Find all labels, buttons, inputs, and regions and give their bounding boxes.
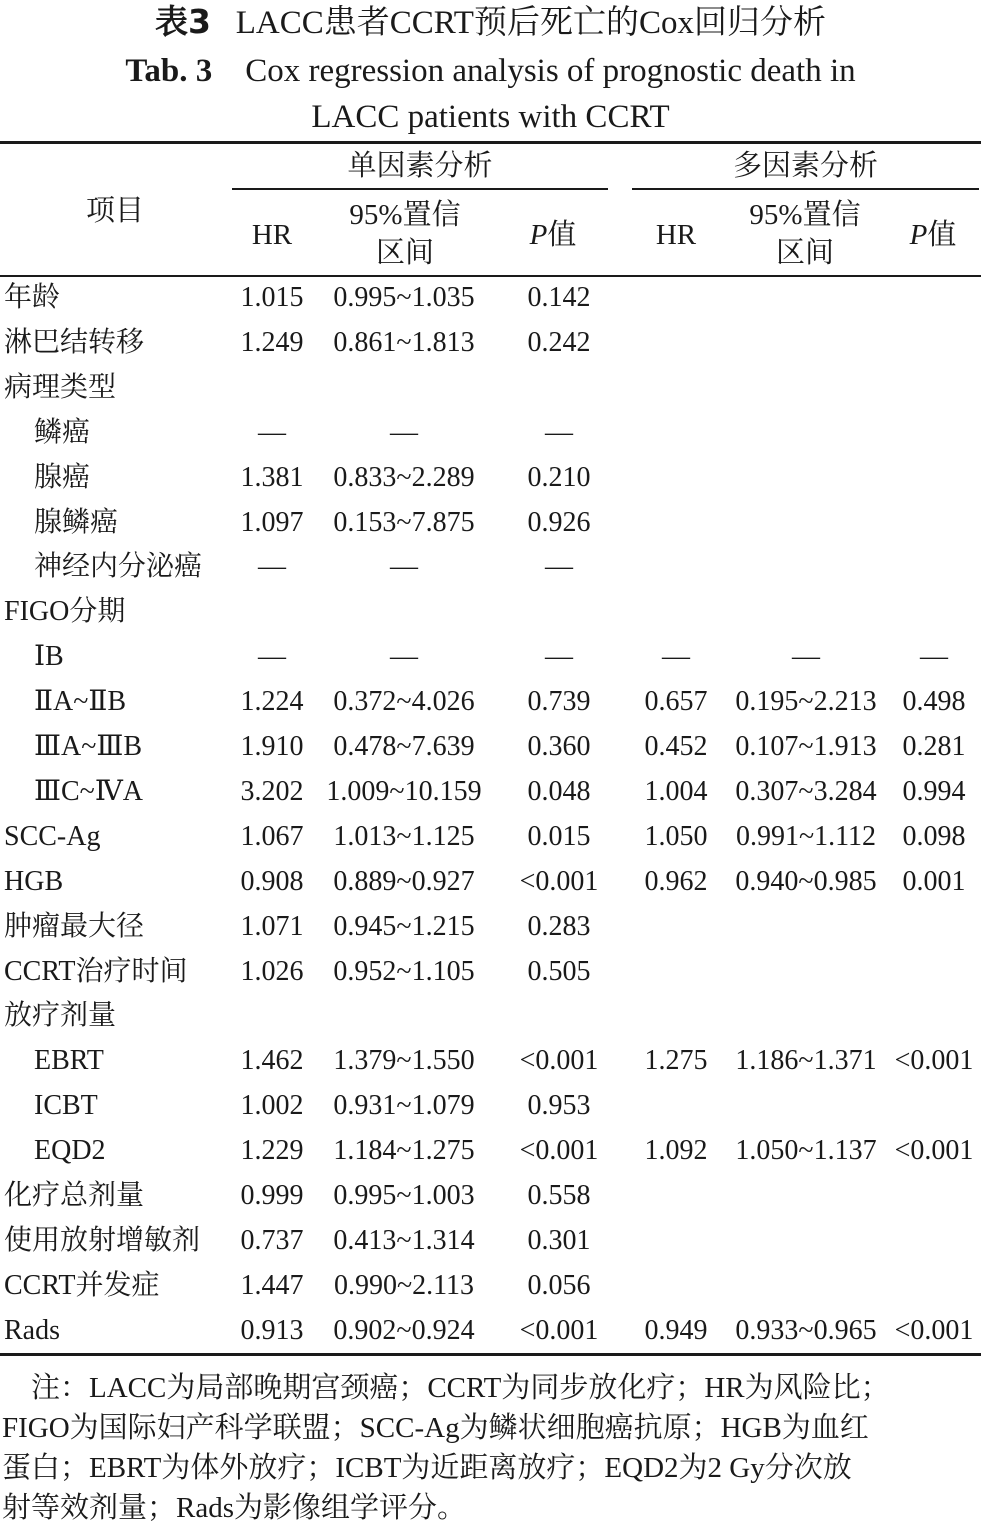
cell-multivariate-ci: 0.991~1.112 — [735, 820, 877, 852]
cell-multivariate-hr: — — [662, 641, 690, 673]
cell-multivariate-ci: 0.107~1.913 — [735, 731, 877, 762]
row-label: ICBT — [34, 1090, 98, 1122]
header-multivariate-ci-line1: 95%置信 — [749, 199, 861, 231]
table-title-english — [0, 48, 981, 140]
cell-univariate-p: 0.142 — [527, 282, 591, 313]
cell-multivariate-p: 0.498 — [902, 686, 966, 718]
univariate-group-rule — [232, 188, 608, 190]
cell-univariate-hr: 1.462 — [240, 1045, 304, 1077]
cell-multivariate-ci: 1.050~1.137 — [735, 1135, 877, 1167]
cell-multivariate-p: <0.001 — [894, 1314, 974, 1346]
row-label: CCRT并发症 — [4, 1269, 160, 1301]
cell-univariate-hr: 0.737 — [240, 1224, 304, 1256]
row-label: EQD2 — [34, 1135, 106, 1167]
cell-univariate-hr: 1.224 — [240, 686, 304, 718]
table-title-chinese — [0, 2, 981, 43]
cell-univariate-ci: 0.952~1.105 — [333, 955, 475, 987]
cell-univariate-ci: 0.931~1.079 — [333, 1090, 475, 1122]
header-multivariate: 多因素分析 — [732, 150, 878, 182]
cell-univariate-hr: 0.908 — [240, 865, 304, 897]
cell-univariate-ci: 0.889~0.927 — [333, 865, 475, 897]
cell-univariate-ci: 0.990~2.113 — [333, 1269, 475, 1301]
cell-univariate-p: 0.301 — [527, 1224, 591, 1256]
cell-univariate-ci: — — [390, 416, 418, 448]
header-item: 项目 — [85, 195, 144, 227]
cell-univariate-p: 0.505 — [527, 955, 591, 987]
row-label: SCC-Ag — [4, 820, 101, 852]
cell-univariate-ci: 1.379~1.550 — [333, 1045, 475, 1077]
header-univariate-hr: HR — [251, 219, 293, 251]
cell-univariate-p: — — [545, 416, 573, 448]
cell-univariate-hr: 1.447 — [240, 1269, 304, 1301]
cell-univariate-p: — — [545, 551, 573, 583]
header-multivariate-p — [888, 218, 978, 252]
multivariate-group-rule — [632, 188, 979, 190]
row-label: EBRT — [34, 1045, 104, 1077]
cell-multivariate-p: — — [920, 641, 948, 673]
p-italic: P — [529, 219, 548, 251]
cell-multivariate-hr: 1.275 — [644, 1045, 708, 1077]
header-bottom-rule — [0, 275, 981, 277]
cell-univariate-hr: 1.097 — [240, 506, 304, 538]
cell-univariate-ci: 0.995~1.003 — [333, 1180, 475, 1211]
cell-univariate-ci: 0.153~7.875 — [333, 506, 475, 538]
cell-multivariate-ci: 0.940~0.985 — [735, 865, 877, 897]
cell-univariate-ci: 0.413~1.314 — [333, 1224, 475, 1256]
row-label: 腺癌 — [34, 461, 91, 493]
cell-multivariate-hr: 1.004 — [644, 775, 708, 807]
cell-univariate-hr: 1.002 — [240, 1090, 304, 1122]
row-label: 神经内分泌癌 — [34, 551, 203, 583]
table-title-en-line1: Cox regression analysis of prognostic death in — [245, 53, 856, 89]
cell-univariate-hr: 0.913 — [240, 1314, 304, 1346]
cell-multivariate-hr: 0.657 — [644, 686, 708, 718]
cell-univariate-p: 0.283 — [527, 910, 591, 942]
cell-multivariate-hr: 0.962 — [644, 865, 708, 897]
cell-univariate-ci: 0.372~4.026 — [333, 686, 475, 718]
cell-multivariate-p: 0.001 — [902, 865, 966, 897]
cell-univariate-ci: — — [390, 641, 418, 673]
table-title-en-line2: LACC patients with CCRT — [311, 99, 670, 135]
cell-multivariate-p: <0.001 — [894, 1045, 974, 1077]
cell-multivariate-ci: 0.307~3.284 — [735, 775, 877, 807]
cell-univariate-p: — — [545, 641, 573, 673]
cell-univariate-ci: 0.861~1.813 — [333, 326, 475, 358]
note-line-1: 注：LACC为局部晚期宫颈癌；CCRT为同步放化疗；HR为风险比； — [2, 1372, 890, 1404]
cell-multivariate-p: 0.994 — [902, 775, 966, 807]
header-univariate: 单因素分析 — [347, 150, 493, 182]
cell-multivariate-hr: 0.949 — [644, 1314, 708, 1346]
header-univariate-ci-line1: 95%置信 — [349, 199, 461, 231]
cell-univariate-p: 0.210 — [527, 461, 591, 493]
cell-multivariate-p: 0.281 — [902, 731, 966, 762]
header-multivariate-hr: HR — [655, 219, 697, 251]
row-label: 腺鳞癌 — [34, 506, 119, 538]
cell-univariate-p: <0.001 — [519, 1045, 599, 1077]
cell-univariate-hr: — — [258, 551, 286, 583]
row-label: 淋巴结转移 — [4, 326, 145, 358]
row-label: ⅠB — [34, 641, 64, 673]
cell-univariate-ci: 1.009~10.159 — [326, 775, 482, 807]
cell-multivariate-ci: — — [792, 641, 820, 673]
cell-univariate-p: 0.242 — [527, 326, 591, 358]
cell-multivariate-p: <0.001 — [894, 1135, 974, 1167]
p-italic: P — [909, 219, 928, 251]
cell-univariate-hr: 1.067 — [240, 820, 304, 852]
cell-univariate-p: <0.001 — [519, 865, 599, 897]
cell-univariate-ci: 0.902~0.924 — [333, 1314, 475, 1346]
row-label: Rads — [4, 1314, 60, 1346]
header-univariate-p — [508, 218, 598, 252]
cell-univariate-ci: 1.184~1.275 — [333, 1135, 475, 1167]
row-label: 病理类型 — [4, 371, 117, 403]
p-suffix: 值 — [547, 219, 577, 251]
cell-univariate-p: 0.360 — [527, 731, 591, 762]
cell-univariate-p: 0.558 — [527, 1180, 591, 1211]
cell-univariate-hr: 1.249 — [240, 326, 304, 358]
cell-univariate-hr: 1.381 — [240, 461, 304, 493]
cell-univariate-p: 0.926 — [527, 506, 591, 538]
cell-multivariate-ci: 1.186~1.371 — [735, 1045, 877, 1077]
cell-univariate-hr: 1.910 — [240, 731, 304, 762]
cell-univariate-hr: 1.015 — [240, 282, 304, 313]
header-multivariate-ci-line2: 区间 — [775, 237, 834, 269]
cell-univariate-p: 0.739 — [527, 686, 591, 718]
cell-univariate-p: 0.056 — [527, 1269, 591, 1301]
cell-univariate-ci: 0.995~1.035 — [333, 282, 475, 313]
cell-univariate-hr: — — [258, 641, 286, 673]
cell-univariate-hr: 1.026 — [240, 955, 304, 987]
row-label: ⅡA~ⅡB — [34, 686, 127, 718]
cell-univariate-p: 0.048 — [527, 775, 591, 807]
cell-univariate-ci: 0.478~7.639 — [333, 731, 475, 762]
row-label: ⅢC~ⅣA — [34, 775, 144, 807]
cell-univariate-ci: 0.833~2.289 — [333, 461, 475, 493]
cell-univariate-hr: — — [258, 416, 286, 448]
table-number-cn: 表3 — [155, 2, 211, 41]
table-note — [2, 1368, 979, 1528]
header-univariate-ci-line2: 区间 — [375, 237, 434, 269]
row-label: 肿瘤最大径 — [4, 910, 145, 942]
cell-univariate-ci: 0.945~1.215 — [333, 910, 475, 942]
row-label: ⅢA~ⅢB — [34, 731, 143, 762]
note-line-3: 蛋白；EBRT为体外放疗；ICBT为近距离放疗；EQD2为2 Gy分次放 — [2, 1452, 852, 1484]
cell-multivariate-ci: 0.195~2.213 — [735, 686, 877, 718]
cell-univariate-p: 0.015 — [527, 820, 591, 852]
row-label: 鳞癌 — [34, 416, 91, 448]
table-title-cn-text: LACC患者CCRT预后死亡的Cox回归分析 — [235, 5, 826, 41]
cell-multivariate-hr: 1.050 — [644, 820, 708, 852]
row-label: CCRT治疗时间 — [4, 955, 188, 987]
cell-univariate-p: <0.001 — [519, 1135, 599, 1167]
bottom-rule — [0, 1353, 981, 1356]
row-label: 放疗剂量 — [4, 1000, 117, 1032]
cell-multivariate-p: 0.098 — [902, 820, 966, 852]
cell-multivariate-hr: 1.092 — [644, 1135, 708, 1167]
row-label: FIGO分期 — [4, 596, 126, 628]
row-label: HGB — [4, 865, 64, 897]
cell-univariate-p: 0.953 — [527, 1090, 591, 1122]
cell-univariate-hr: 0.999 — [240, 1180, 304, 1211]
note-line-2: FIGO为国际妇产科学联盟；SCC-Ag为鳞状细胞癌抗原；HGB为血红 — [2, 1412, 869, 1444]
top-rule — [0, 141, 981, 144]
table-number-en: Tab. 3 — [125, 53, 213, 89]
cell-univariate-p: <0.001 — [519, 1314, 599, 1346]
row-label: 化疗总剂量 — [4, 1180, 145, 1211]
cell-univariate-hr: 3.202 — [240, 775, 304, 807]
cell-univariate-ci: 1.013~1.125 — [333, 820, 475, 852]
p-suffix: 值 — [927, 219, 957, 251]
cell-univariate-ci: — — [390, 551, 418, 583]
cell-multivariate-hr: 0.452 — [644, 731, 708, 762]
row-label: 年龄 — [4, 282, 61, 313]
cell-multivariate-ci: 0.933~0.965 — [735, 1314, 877, 1346]
row-label: 使用放射增敏剂 — [4, 1224, 201, 1256]
cell-univariate-hr: 1.071 — [240, 910, 304, 942]
cell-univariate-hr: 1.229 — [240, 1135, 304, 1167]
note-line-4: 射等效剂量；Rads为影像组学评分。 — [2, 1492, 467, 1524]
